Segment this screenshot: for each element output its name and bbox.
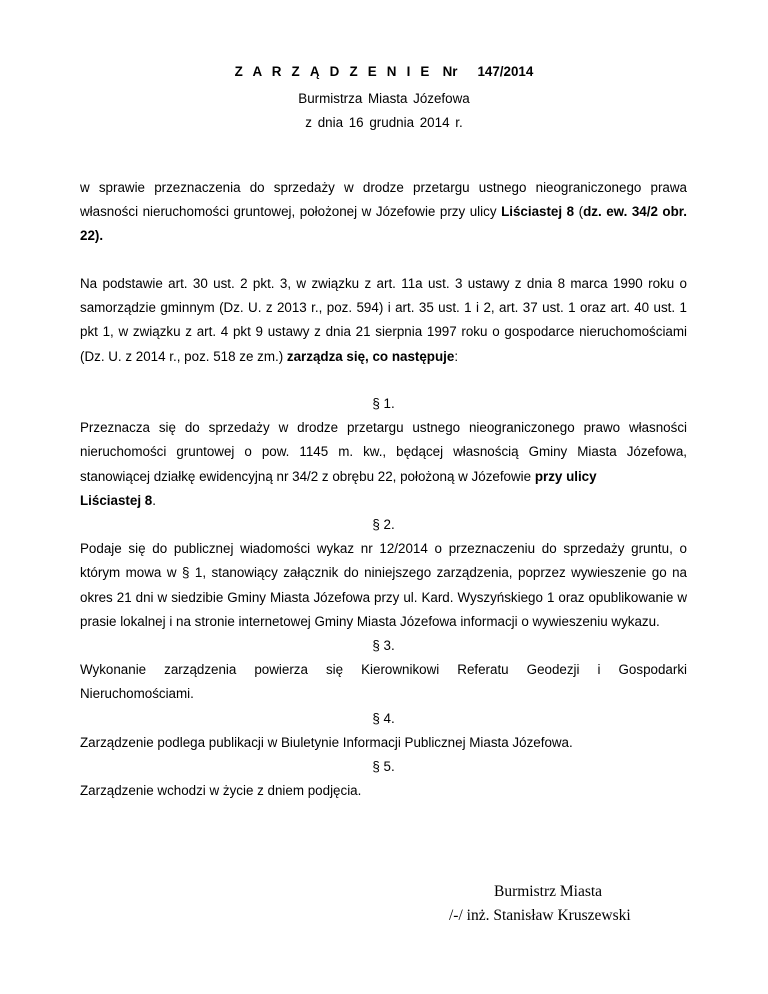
section-1-text [80, 416, 687, 489]
section-3-text: Wykonanie zarządzenia powierza się Kierownikowi Referatu Geodezji i Gospodarki Nieruchomościami. [80, 662, 687, 702]
subject-text: w sprawie przeznaczenia do sprzedaży w drodze przetargu ustnego nieograniczonego prawa własności nieruchomości gruntowej, położonej w Józefowie przy ulicy [80, 180, 687, 220]
nr-label: Nr [442, 64, 458, 79]
section-1-heading: § 1. [372, 396, 395, 411]
section-1-bold-street: Liściastej 8 [80, 492, 153, 508]
legal-basis-paragraph [80, 272, 687, 369]
section-3-heading: § 3. [372, 638, 395, 654]
signature-title: Burmistrz Miasta [494, 883, 603, 900]
section-1-end: . [152, 492, 156, 508]
issuer: Burmistrza Miasta Józefowa [298, 91, 470, 106]
issue-date: z dnia 16 grudnia 2014 r. [305, 115, 463, 130]
subject-paren: ( [574, 204, 584, 220]
doc-number: 147/2014 [477, 64, 534, 79]
subject-street: Liściastej 8 [501, 204, 575, 220]
legal-basis-text: Na podstawie art. 30 ust. 2 pkt. 3, w związku z art. 11a ust. 3 ustawy z dnia 8 marca 1990 roku o samorządzie gminnym (Dz. U. z 2013 r., poz. 594) i art. 35 ust. 1 i 2, art. 37 ust. 1 oraz art. 40 ust. 1 pkt 1, w związku z art. 4 pkt 9 ustawy z dnia 21 sierpnia 1997 roku o gospodarce nieruchomościami (Dz. U. z 2014 r., poz. 518 ze zm.) [80, 276, 687, 364]
subject-paragraph [80, 176, 687, 249]
section-4-heading: § 4. [372, 710, 395, 726]
decision-phrase: zarządza się, co następuje [286, 348, 455, 364]
sections [80, 392, 687, 803]
section-4-text: Zarządzenie podlega publikacji w Biuletynie Informacji Publicznej Miasta Józefowa. [80, 734, 573, 750]
section-5-text: Zarządzenie wchodzi w życie z dniem podjęcia. [80, 783, 362, 799]
section-1-body: Przeznacza się do sprzedaży w drodze przetargu ustnego nieograniczonego prawo własności nieruchomości gruntowej o pow. 1145 m. kw., będącej własnością Gminy Miasta Józefowa, stanowiącej działkę ewidencyjną nr 34/2 z obrębu 22, położoną w Józefowie [80, 420, 687, 484]
document-title [0, 64, 768, 79]
section-2-heading: § 2. [372, 517, 395, 533]
section-2-text: Podaje się do publicznej wiadomości wykaz nr 12/2014 o przeznaczeniu do sprzedaży gruntu, o którym mowa w § 1, stanowiący załącznik do niniejszego zarządzenia, poprzez wywieszenie go na okres 21 dni w siedzibie Gminy Miasta Józefowa przy ul. Kard. Wyszyńskiego 1 oraz opublikowanie w prasie lokalnej i na stronie internetowej Gminy Miasta Józefowa informacji o wywieszeniu wykazu. [80, 541, 687, 629]
signature-name: /-/ inż. Stanisław Kruszewski [449, 907, 631, 924]
section-5-heading: § 5. [372, 759, 395, 775]
decision-colon: : [454, 348, 459, 364]
doc-type: Z A R Z Ą D Z E N I E [234, 64, 433, 79]
subject-parcel: dz. ew. 34/2 obr. 22). [80, 204, 687, 244]
section-1-bold-street-label: przy ulicy [534, 468, 597, 484]
